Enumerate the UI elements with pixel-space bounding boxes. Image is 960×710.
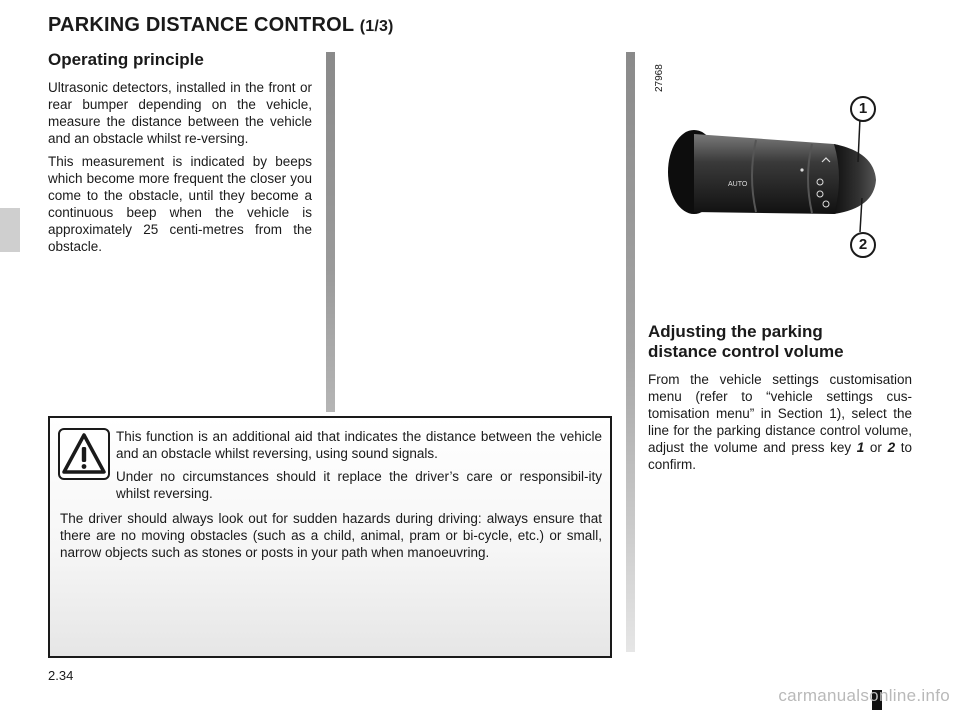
page-title-text: PARKING DISTANCE CONTROL <box>48 14 354 36</box>
volume-heading <box>648 322 912 362</box>
page-number: 2.34 <box>48 668 74 683</box>
volume-heading-line-2: distance control volume <box>648 342 844 361</box>
auto-label: AUTO <box>728 181 748 188</box>
volume-text-end: to confirm. <box>648 440 913 472</box>
column-divider-left <box>326 52 335 412</box>
warning-box <box>48 416 612 658</box>
section-tab <box>0 208 20 252</box>
watermark: carmanualsonline.info <box>778 686 950 705</box>
volume-heading-line-1: Adjusting the parking <box>648 322 823 341</box>
volume-text-main: From the vehicle settings customisation menu (refer to “vehicle settings cus-tomisation menu” in Section 1), select the line for the parking distance control volume, adjust the volume and press key <box>648 372 912 455</box>
volume-section <box>648 322 912 479</box>
callout-1: 1 <box>850 96 876 122</box>
warning-indented-text <box>116 428 602 508</box>
page-part-indicator: (1/3) <box>359 18 394 35</box>
callout-2: 2 <box>850 232 876 258</box>
volume-paragraph <box>648 371 912 473</box>
warning-paragraph-1: This function is an additional aid that indicates the distance between the vehicle and an obstacle whilst reversing, using sound signals. <box>116 429 602 461</box>
key-2-ref: 2 <box>887 440 896 455</box>
warning-triangle-icon <box>58 428 110 480</box>
warning-paragraph-3: The driver should always look out for sudden hazards during driving: always ensure that there are no moving obstacles (such as a child, animal, pram or bi-cycle, etc.) or small, narrow objects such as stones or posts in your path when manoeuvring. <box>60 511 602 560</box>
volume-text-or: or <box>864 440 888 455</box>
key-1-ref: 1 <box>856 440 865 455</box>
operating-principle-section <box>48 50 312 261</box>
operating-paragraph-1: Ultrasonic detectors, installed in the front or rear bumper depending on the vehicle, measure the distance between the vehicle and an obstacle whilst re-versing. <box>48 80 312 146</box>
page-title <box>48 14 394 37</box>
warning-paragraph-2: Under no circumstances should it replace the driver’s care or responsibil-ity whilst reversing. <box>116 469 602 501</box>
illustration-ref-code: 27968 <box>654 64 665 92</box>
operating-paragraph-2: This measurement is indicated by beeps which become more frequent the closer you come to the obstacle, until they become a continuous beep when the vehicle is approximately 25 centi-metres from the obstacle. <box>48 154 312 254</box>
operating-principle-heading: Operating principle <box>48 50 204 69</box>
column-divider-right <box>626 52 635 652</box>
